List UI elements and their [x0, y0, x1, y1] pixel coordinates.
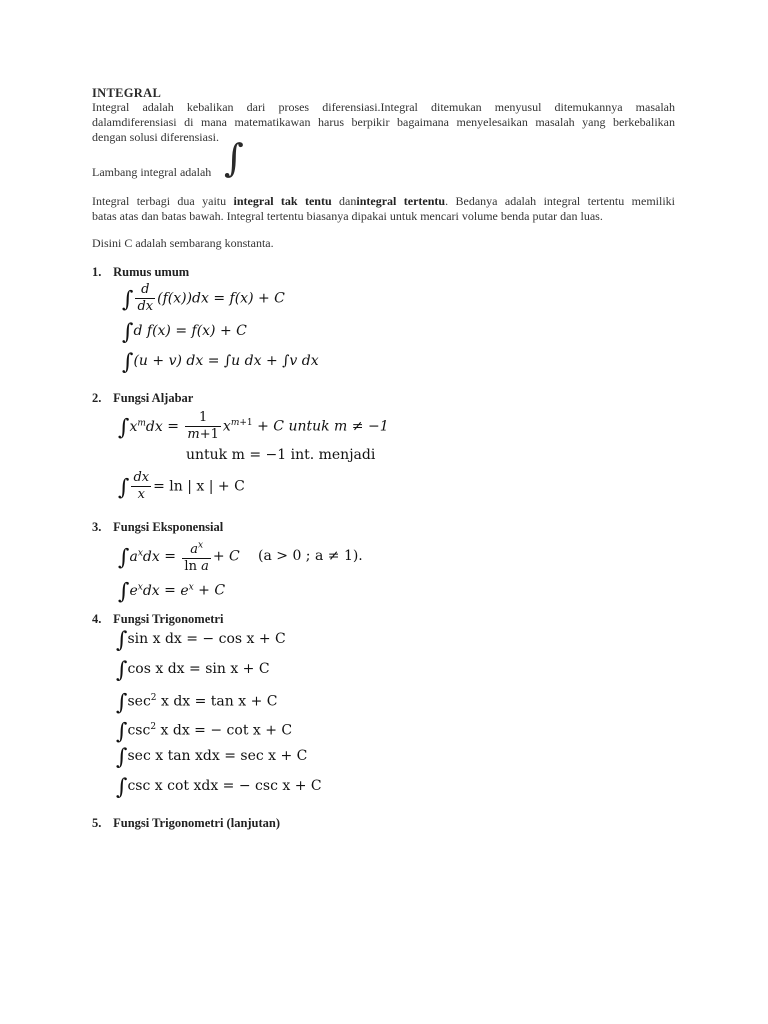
section-title: Fungsi Aljabar	[113, 391, 194, 405]
intro-line-2: dalamdiferensiasi di mana matematikawan harus berpikir bagaimana menyelesaikan masalah yang berkebalikan	[92, 115, 675, 129]
formula-trig-2: ∫cos x dx = sin x + C	[116, 658, 270, 683]
formula-umum-3: ∫(u + v) dx = ∫u dx + ∫v dx	[122, 350, 319, 375]
formula-trig-3: $\int\sec^2$ x dx = tan x + C	[116, 690, 278, 716]
lambang-text: Lambang integral adalah	[92, 165, 212, 179]
types-bold-1: integral tak tentu	[233, 194, 332, 208]
section-number: 4.	[92, 612, 102, 626]
formula-aljabar-2: untuk m = −1 int. menjadi	[186, 447, 376, 463]
formula-trig-5: ∫sec x tan xdx = sec x + C	[116, 745, 308, 770]
section-heading-4	[92, 612, 223, 627]
constant-note: Disini C adalah sembarang konstanta.	[92, 236, 274, 250]
page-title: INTEGRAL	[92, 86, 162, 100]
formula-eksponensial-1: $\int a^xdx$ = $\frac{a^x}{\text{ln a}}$ + C	[118, 538, 240, 575]
formula-trig-4: $\int\csc^2$ x dx = − cot x + C	[116, 719, 293, 745]
section-number: 5.	[92, 816, 102, 830]
formula-eksponensial-2: $\int e^xdx = e^x + C$	[118, 579, 226, 605]
types-text-1: Integral terbagi dua yaitu	[92, 194, 234, 208]
types-text-3: . Bedanya adalah integral tertentu memiliki	[445, 194, 675, 208]
integral-symbol: ∫	[224, 136, 244, 180]
formula-trig-6: ∫csc x cot xdx = − csc x + C	[116, 775, 322, 800]
section-heading-1	[92, 265, 189, 280]
types-paragraph-line-2: batas atas dan batas bawah. Integral tertentu biasanya dipakai untuk mencari volume benda putar dan luas.	[92, 209, 603, 223]
types-bold-2: integral tertentu	[356, 194, 446, 208]
formula-umum-1: ∫ $\frac{d}{dx}$ (f(x))dx = f(x) + C	[122, 282, 285, 314]
types-paragraph-line-1	[92, 194, 675, 209]
formula-umum-2: ∫d f(x) = f(x) + C	[122, 320, 247, 345]
formula-aljabar-3: ∫ $\frac{dx}{x}$ = ln | x | + C	[118, 470, 245, 502]
section-title: Fungsi Trigonometri (lanjutan)	[113, 816, 281, 830]
section-heading-3	[92, 520, 223, 535]
section-number: 1.	[92, 265, 102, 279]
formula-trig-1: ∫sin x dx = − cos x + C	[116, 628, 286, 653]
section-number: 3.	[92, 520, 102, 534]
section-number: 2.	[92, 391, 102, 405]
intro-line-1: Integral adalah kebalikan dari proses diferensiasi.Integral ditemukan menyusul ditemukannya masalah	[92, 100, 675, 114]
section-title: Rumus umum	[113, 265, 190, 279]
formula-aljabar-1: $\int x^mdx$ = $\frac{1}{m+1}$ $x^{m+1} + C$ untuk m ≠ −1	[118, 410, 389, 442]
types-text-2: dan	[331, 194, 357, 208]
section-heading-5	[92, 816, 280, 831]
section-heading-2	[92, 391, 193, 406]
section-title: Fungsi Trigonometri	[113, 612, 224, 626]
intro-line-3: dengan solusi diferensiasi.	[92, 130, 219, 144]
section-title: Fungsi Eksponensial	[113, 520, 224, 534]
formula-eksponensial-condition: (a > 0 ; a ≠ 1).	[258, 548, 363, 564]
